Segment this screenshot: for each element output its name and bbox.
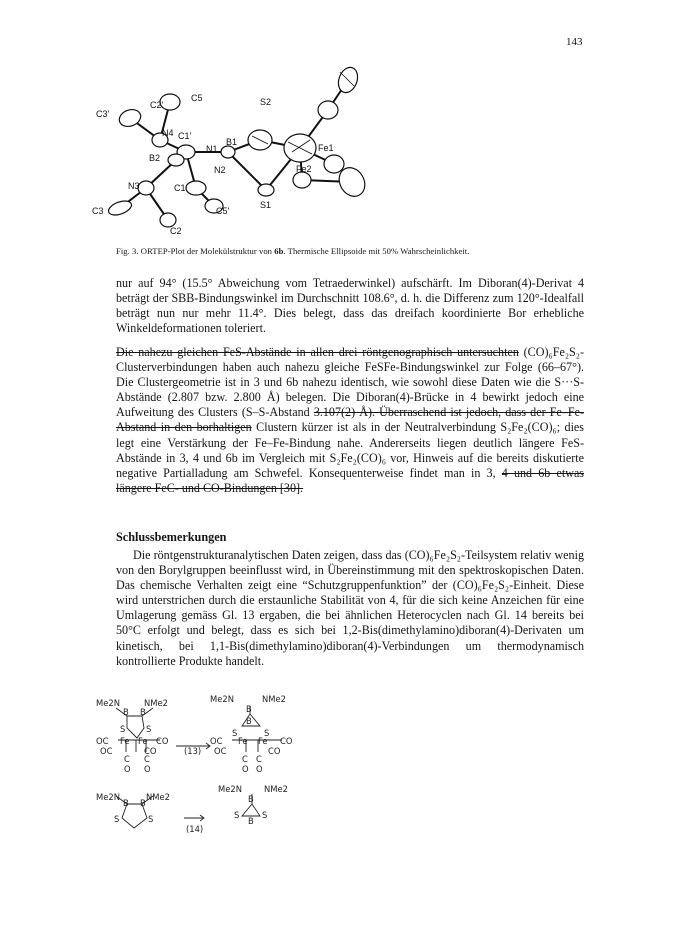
scheme-label: S	[148, 814, 154, 824]
scheme-label: B	[140, 798, 146, 808]
scheme-label: OC	[210, 736, 223, 746]
atom-label: N3	[128, 181, 140, 191]
scheme-label: B	[248, 794, 254, 804]
reaction-scheme	[92, 692, 322, 842]
scheme-label: B	[248, 816, 254, 826]
scheme-label: CO	[144, 746, 157, 756]
atom-label: C2'	[150, 100, 164, 110]
scheme-label: O	[256, 764, 263, 774]
scheme-label: Fe	[120, 736, 130, 746]
scheme-label: CO	[268, 746, 281, 756]
scheme-label: C	[242, 754, 248, 764]
scheme-label: OC	[96, 736, 109, 746]
atom-label: B2	[149, 153, 161, 163]
figure-caption: Fig. 3. ORTEP-Plot der Molekülstruktur von 6b. Thermische Ellipsoide mit 50% Wahrscheinlichkeit.	[116, 246, 470, 256]
atom-label: N4	[162, 128, 174, 138]
scheme-label: O	[124, 764, 131, 774]
scheme-label: OC	[100, 746, 113, 756]
scheme-label: (14)	[186, 824, 204, 834]
atom-label: C5'	[216, 206, 230, 216]
atom-label: Fe1	[318, 143, 334, 153]
scheme-label: B	[246, 716, 252, 726]
atom-label: N1	[206, 144, 218, 154]
scheme-label: (13)	[184, 746, 202, 756]
atom-label: S2	[260, 97, 272, 107]
paragraph-2: Die nahezu gleichen FeS-Abstände in allen drei röntgenographisch untersuchten (CO)₆Fe₂S₂-Clusterverbindungen haben auch nahezu gleiche FeSFe-Bindungswinkel zur Folge (66–67°). Die Clustergeometrie ist in 3 und 6b nahezu identisch, wie sowohl diese Daten wie die S···S-Abstände (2.807 bzw. 2.800 Å) belegen. Die Diboran(4)-Brücke in 4 bewirkt jedoch eine Aufweitung des Clusters (S–S-Abstand 3.107(2) Å). Überraschend ist jedoch, dass der Fe–Fe-Abstand in den borhaltigen Clustern kürzer ist als in der Neutralverbindung S₂Fe₂(CO)₆; dies legt eine Verstärkung der Fe–Fe-Bindung nahe. Andererseits liegen deutlich längere FeS-Abstände in 3, 4 und 6b im Vergleich mit S₂Fe₂(CO)₆ vor, Hinweis auf die bereits diskutierte negative Partialladung am Schwefel. Konsequenterweise findet man in 3, 4 und 6b etwas längere FeC- und CO-Bindungen [30].	[116, 345, 585, 495]
atom-label: C3	[92, 206, 104, 216]
scheme-label: Fe	[258, 736, 268, 746]
ortep-figure	[88, 60, 418, 240]
scheme-label: Me2N	[96, 698, 120, 708]
scheme-label: S	[146, 724, 152, 734]
atom-label: Fe2	[296, 164, 312, 174]
scheme-label: S	[120, 724, 126, 734]
scheme-label: CO	[280, 736, 293, 746]
atom-label: C5	[191, 93, 203, 103]
scheme-label: C	[144, 754, 150, 764]
atom-label: C1'	[178, 131, 192, 141]
scheme-label: S	[262, 810, 268, 820]
section-heading: Schlussbemerkungen	[116, 530, 227, 544]
paragraph-1: nur auf 94° (15.5° Abweichung vom Tetraederwinkel) aufschärft. Im Diboran(4)-Derivat 4 beträgt der SBB-Bindungswinkel im Durchschnitt 108.6°, d. h. die Differenz zum 120°-Idealfall beträgt nun nur mehr 11.4°. Dies belegt, dass das dreifach koordinierte Bor erhebliche Winkeldeformationen toleriert.	[116, 276, 584, 336]
page-number: 143	[566, 36, 583, 48]
scheme-label: O	[144, 764, 151, 774]
scheme-label: C	[124, 754, 130, 764]
scheme-label: B	[140, 707, 146, 717]
scheme-label: S	[232, 728, 238, 738]
scheme-label: CO	[156, 736, 169, 746]
struck-line: 3.107(2) Å). Überraschend ist jedoch, dass der Fe–Fe-Abstand in den borhaltigen	[116, 405, 584, 435]
scheme-label: Me2N	[96, 792, 120, 802]
scheme-label: Fe	[138, 736, 148, 746]
atom-label: C2	[170, 226, 182, 236]
scheme-label: NMe2	[264, 784, 288, 794]
scheme-label: Fe	[238, 736, 248, 746]
scheme-label: NMe2	[146, 792, 170, 802]
scheme-label: Me2N	[218, 784, 242, 794]
scheme-label: B	[123, 798, 129, 808]
atom-label: S1	[260, 200, 272, 210]
scheme-label: NMe2	[144, 698, 168, 708]
scheme-label: B	[246, 704, 252, 714]
scheme-label: O	[242, 764, 249, 774]
struck-line: Die nahezu gleichen FeS-Abstände in allen drei röntgenographisch untersuchten	[116, 345, 519, 359]
scheme-label: C	[256, 754, 262, 764]
atom-label: N2	[214, 165, 226, 175]
scheme-label: OC	[214, 746, 227, 756]
scheme-label: B	[123, 707, 129, 717]
atom-label: B1	[226, 137, 238, 147]
scheme-label: S	[264, 728, 270, 738]
scheme-label: NMe2	[262, 694, 286, 704]
struck-line: 4 und 6b etwas längere FeC- und CO-Bindungen [30].	[116, 465, 585, 495]
scheme-label: S	[114, 814, 120, 824]
scheme-label: Me2N	[210, 694, 234, 704]
atom-label: C1	[174, 183, 186, 193]
paragraph-3: Die röntgenstrukturanalytischen Daten zeigen, dass das (CO)₆Fe₂S₂-Teilsystem relativ wenig von den Borylgruppen beeinflusst wird, in Übereinstimmung mit den spektroskopischen Daten. Das chemische Verhalten zeigt eine “Schutzgruppenfunktion” der (CO)₆Fe₂S₂-Einheit. Diese wird unterstrichen durch die erstaunliche Stabilität von 4, für die sich keine Anzeichen für eine Umlagerung gemäss Gl. 13 ergaben, die bei ähnlichen Heterocyclen nach Gl. 14 bereits bei 50°C erfolgt und belegt, dass es sich bei 1,2-Bis(dimethylamino)diboran(4)-Derivaten um kinetisch, bei 1,1-Bis(dimethylamino)diboran(4)-Verbindungen um thermodynamisch kontrollierte Produkte handelt.	[116, 548, 584, 668]
atom-label: C3'	[96, 109, 110, 119]
scheme-label: S	[234, 810, 240, 820]
